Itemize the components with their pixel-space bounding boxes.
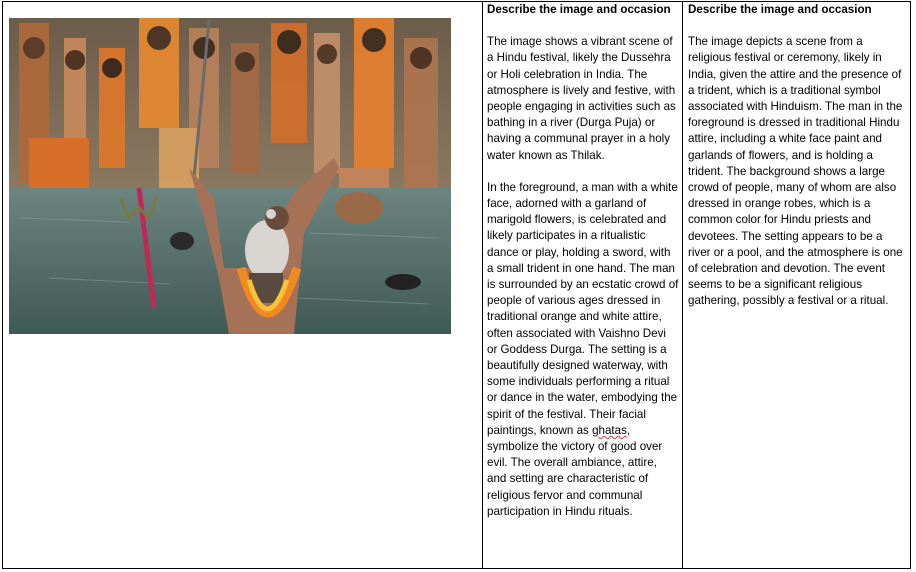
column-a-paragraph-1: The image shows a vibrant scene of a Hindu festival, likely the Dussehra or Holi celebration in India. The atmosphere is lively and festive, with people engaging in activities such as bathing in a river (Durga Puja) or having a communal prayer in a holy water known as Thilak.	[487, 35, 676, 162]
column-b-paragraph: The image depicts a scene from a religious festival or ceremony, likely in India, given the attire and the presence of a trident, which is a traditional symbol associated with Hinduism. The man in the foreground is dressed in traditional Hindu attire, including a white face paint and garlands of flowers, and is holding a trident. The background shows a large crowd of people, many of whom are also dressed in orange robes, which is a common color for Hindu priests and devotees. The setting appears to be a river or a pool, and the atmosphere is one of celebration and devotion. The event seems to be a significant religious gathering, possibly a festival or a ritual.	[688, 35, 903, 308]
festival-photo	[9, 18, 451, 334]
description-column-b	[688, 2, 908, 326]
column-a-paragraph-2-tail: , symbolize the victory of good over evil. The overall ambiance, attire, and setting are characteristic of religious fervor and communal participation in Hindu rituals.	[487, 423, 663, 518]
column-a-paragraph-2-text: In the foreground, a man with a white face, adorned with a garland of marigold flowers, is celebrated and likely participates in a ritualistic dance or play, holding a sword, with a small trident in one hand. The man is surrounded by an ecstatic crowd of people of various ages dressed in traditional orange and white attire, often associated with Vaishno Devi or Goddess Durga. The setting is a beautifully designed waterway, with some individuals performing a ritual or dance in the water, embodying the spirit of the festival. Their facial paintings, known as	[487, 180, 679, 437]
description-column-a	[487, 2, 679, 536]
spellcheck-flagged-word[interactable]: ghatas	[592, 423, 627, 437]
column-a-paragraph-2	[487, 180, 679, 520]
column-b-header: Describe the image and occasion	[688, 3, 872, 16]
column-a-header: Describe the image and occasion	[487, 3, 671, 16]
